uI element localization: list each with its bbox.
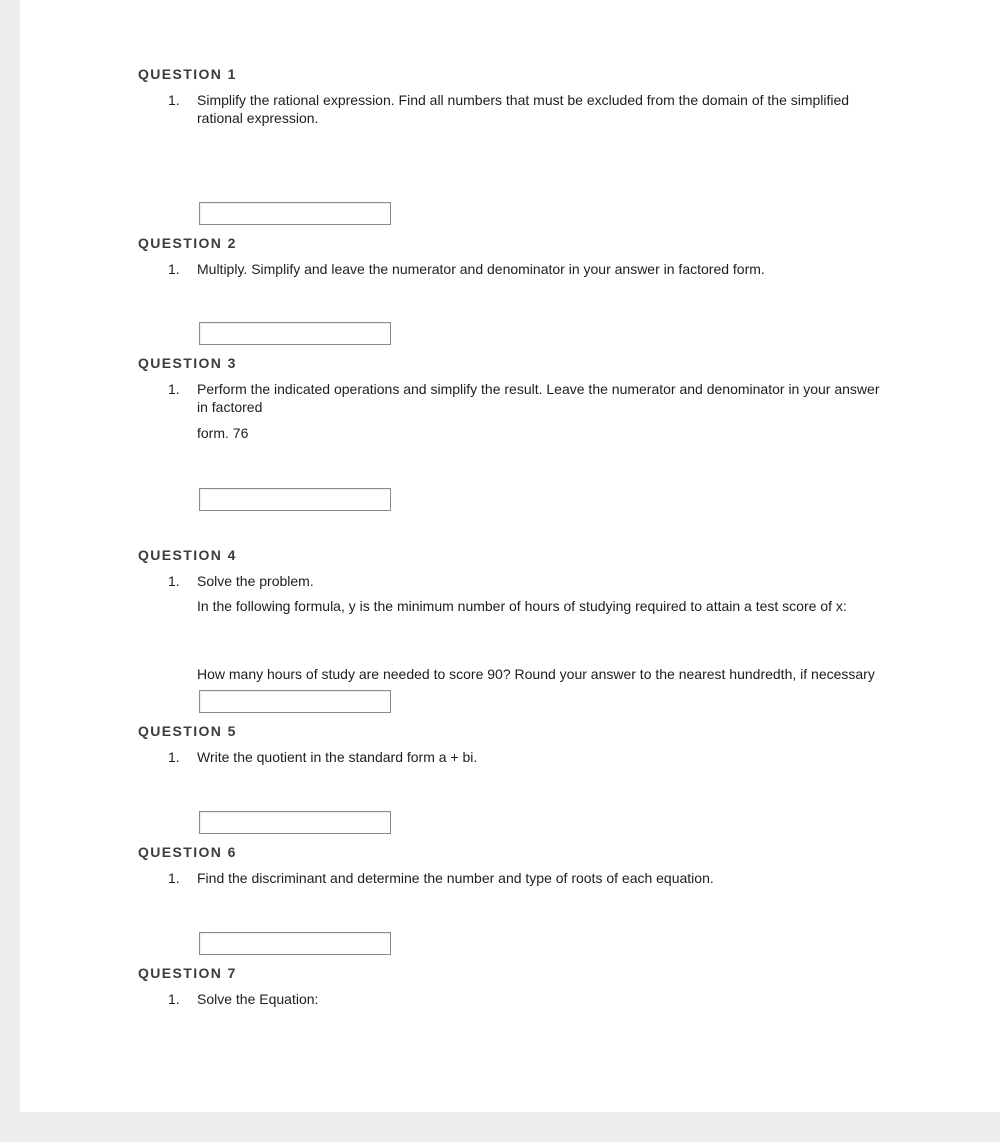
question-heading: QUESTION 6 (138, 844, 237, 860)
item-number: 1. (168, 991, 180, 1007)
question-block-7 (138, 965, 960, 1008)
item-number: 1. (168, 870, 180, 886)
question-block-4 (138, 547, 960, 713)
missing-expression-placeholder (138, 442, 960, 488)
question-text (197, 572, 889, 683)
question-item (138, 869, 960, 887)
question-heading: QUESTION 3 (138, 355, 237, 371)
question-item (138, 380, 960, 442)
item-number: 1. (168, 92, 180, 108)
item-number: 1. (168, 749, 180, 765)
question-paragraph: Find the discriminant and determine the number and type of roots of each equation. (197, 870, 714, 886)
question-block-5 (138, 723, 960, 834)
missing-expression-placeholder (138, 278, 960, 322)
question-paragraph: How many hours of study are needed to score 90? Round your answer to the nearest hundredth, if necessary (197, 666, 875, 682)
answer-input-q5[interactable] (199, 811, 391, 834)
question-heading: QUESTION 5 (138, 723, 237, 739)
missing-expression-placeholder (138, 887, 960, 932)
answer-input-q2[interactable] (199, 322, 391, 345)
question-paragraph: form. 76 (197, 425, 249, 441)
question-block-6 (138, 844, 960, 955)
missing-expression-placeholder (138, 127, 960, 202)
question-paragraph: Simplify the rational expression. Find all numbers that must be excluded from the domain of the simplified rational expression. (197, 92, 850, 126)
question-item (138, 91, 960, 127)
question-item (138, 572, 960, 683)
question-text (197, 869, 889, 887)
quiz-page (20, 0, 1000, 1112)
answer-input-q4[interactable] (199, 690, 391, 713)
question-text (197, 990, 889, 1008)
question-text (197, 748, 889, 766)
question-paragraph: Multiply. Simplify and leave the numerator and denominator in your answer in factored form. (197, 261, 765, 277)
question-block-1 (138, 66, 960, 225)
missing-expression-placeholder (138, 683, 960, 690)
answer-input-q3[interactable] (199, 488, 391, 511)
question-text (197, 380, 889, 442)
question-text (197, 91, 889, 127)
question-block-2 (138, 235, 960, 345)
question-block-3 (138, 355, 960, 511)
question-heading: QUESTION 4 (138, 547, 237, 563)
question-paragraph: Solve the problem. (197, 573, 314, 589)
item-number: 1. (168, 261, 180, 277)
question-paragraph: In the following formula, y is the minimum number of hours of studying required to attain a test score of x: (197, 598, 847, 614)
missing-expression-placeholder (138, 766, 960, 811)
question-heading: QUESTION 7 (138, 965, 237, 981)
question-item (138, 260, 960, 278)
answer-input-q1[interactable] (199, 202, 391, 225)
question-heading: QUESTION 2 (138, 235, 237, 251)
item-number: 1. (168, 381, 180, 397)
question-item (138, 990, 960, 1008)
question-paragraph: Perform the indicated operations and simplify the result. Leave the numerator and denominator in your answer in factored (197, 381, 880, 415)
question-paragraph: Write the quotient in the standard form a + bi. (197, 749, 478, 765)
question-paragraph: Solve the Equation: (197, 991, 319, 1007)
page-bottom-gutter (20, 1112, 1000, 1142)
answer-input-q6[interactable] (199, 932, 391, 955)
question-text (197, 260, 889, 278)
question-heading: QUESTION 1 (138, 66, 237, 82)
item-number: 1. (168, 573, 180, 589)
question-item (138, 748, 960, 766)
